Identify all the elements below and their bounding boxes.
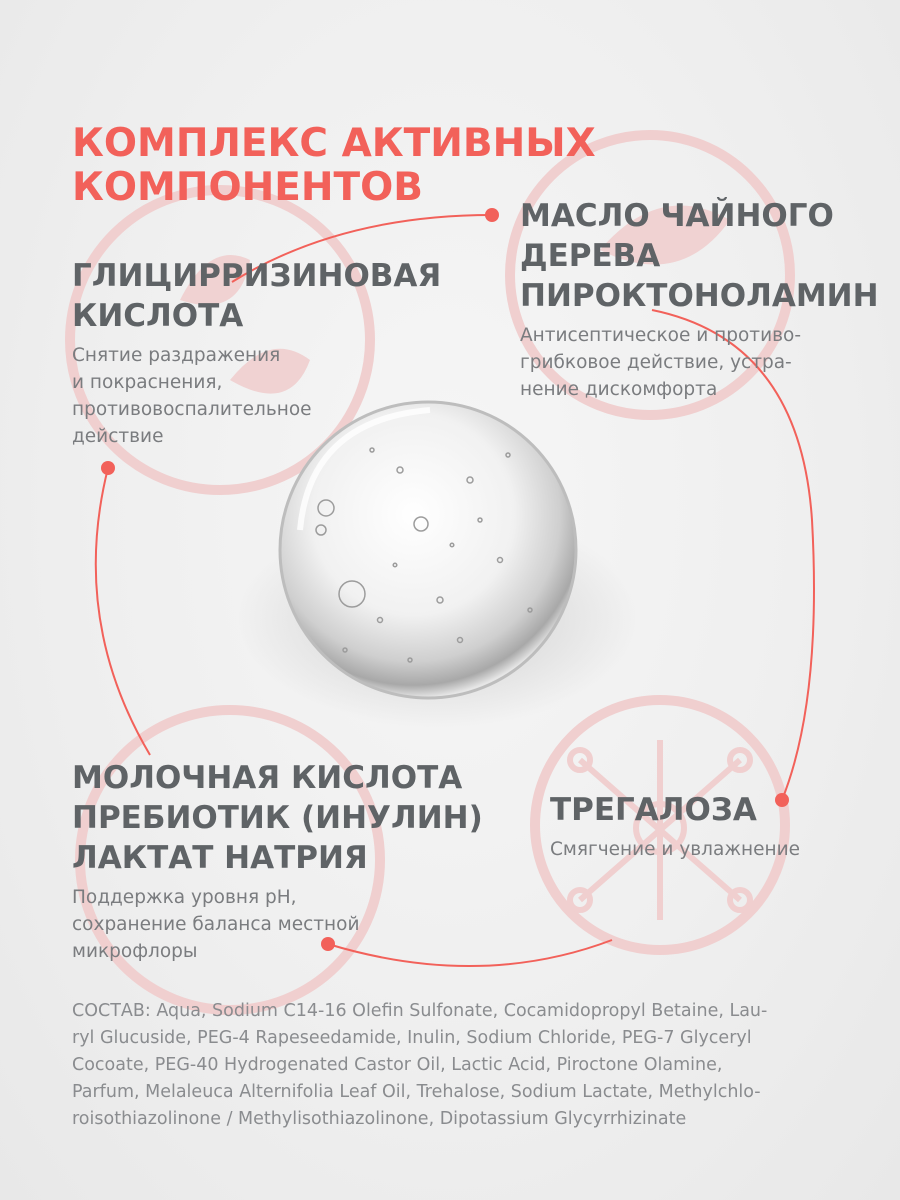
heading-line: МОЛОЧНАЯ КИСЛОТА <box>72 760 463 796</box>
gel-drop-icon <box>238 402 638 728</box>
composition-line: ryl Glucuside, PEG-4 Rapeseedamide, Inulin, Sodium Chloride, PEG-7 Glyceryl <box>72 1028 752 1048</box>
desc-line: микрофлоры <box>72 941 198 962</box>
ingredient-tea-tree-oil <box>520 196 880 403</box>
composition-line: Cocoate, PEG-40 Hydrogenated Castor Oil, Lactic Acid, Piroctone Olamine, <box>72 1055 723 1075</box>
desc-line: нение дискомфорта <box>520 379 718 400</box>
heading-line: ПИРОКТОНОЛАМИН <box>520 278 879 314</box>
heading-line: ЛАКТАТ НАТРИЯ <box>72 840 368 876</box>
ingredient-description <box>72 884 512 965</box>
page-title <box>72 122 596 210</box>
heading-line: МАСЛО ЧАЙНОГО <box>520 198 834 234</box>
heading-line: КИСЛОТА <box>72 298 244 334</box>
heading-line: ГЛИЦИРРИЗИНОВАЯ <box>72 258 442 294</box>
heading-line: ПРЕБИОТИК (ИНУЛИН) <box>72 800 483 836</box>
desc-line: грибковое действие, устра- <box>520 352 792 373</box>
heading-line: ТРЕГАЛОЗА <box>550 792 757 828</box>
ingredient-glycyrrhizic-acid <box>72 256 442 450</box>
ingredient-lactic-acid <box>72 758 512 965</box>
composition-text <box>72 998 852 1133</box>
composition-line: Parfum, Melaleuca Alternifolia Leaf Oil, Trehalose, Sodium Lactate, Methylchlo- <box>72 1082 761 1102</box>
desc-line: Поддержка уровня pH, <box>72 887 297 908</box>
ingredient-trehalose <box>550 790 880 863</box>
desc-line: действие <box>72 426 164 447</box>
title-line: КОМПЛЕКС АКТИВНЫХ <box>72 121 596 166</box>
composition-line: СОСТАВ: Aqua, Sodium C14-16 Olefin Sulfonate, Cocamidopropyl Betaine, Lau- <box>72 1001 768 1021</box>
desc-line: сохранение баланса местной <box>72 914 360 935</box>
ingredient-description <box>520 322 880 403</box>
desc-line: Снятие раздражения <box>72 345 281 366</box>
ingredient-heading <box>550 790 880 830</box>
title-line: КОМПОНЕНТОВ <box>72 165 424 210</box>
desc-line: противовоспалительное <box>72 399 312 420</box>
desc-line: и покраснения, <box>72 372 223 393</box>
ingredient-description <box>72 342 432 450</box>
desc-line: Смягчение и увлажнение <box>550 839 800 860</box>
composition-line: roisothiazolinone / Methylisothiazolinone, Dipotassium Glycyrrhizinate <box>72 1109 687 1129</box>
heading-line: ДЕРЕВА <box>520 238 661 274</box>
desc-line: Антисептическое и противо- <box>520 325 801 346</box>
ingredient-heading <box>72 758 512 878</box>
ingredient-description <box>550 836 880 863</box>
ingredient-heading <box>520 196 880 316</box>
ingredient-heading <box>72 256 442 336</box>
